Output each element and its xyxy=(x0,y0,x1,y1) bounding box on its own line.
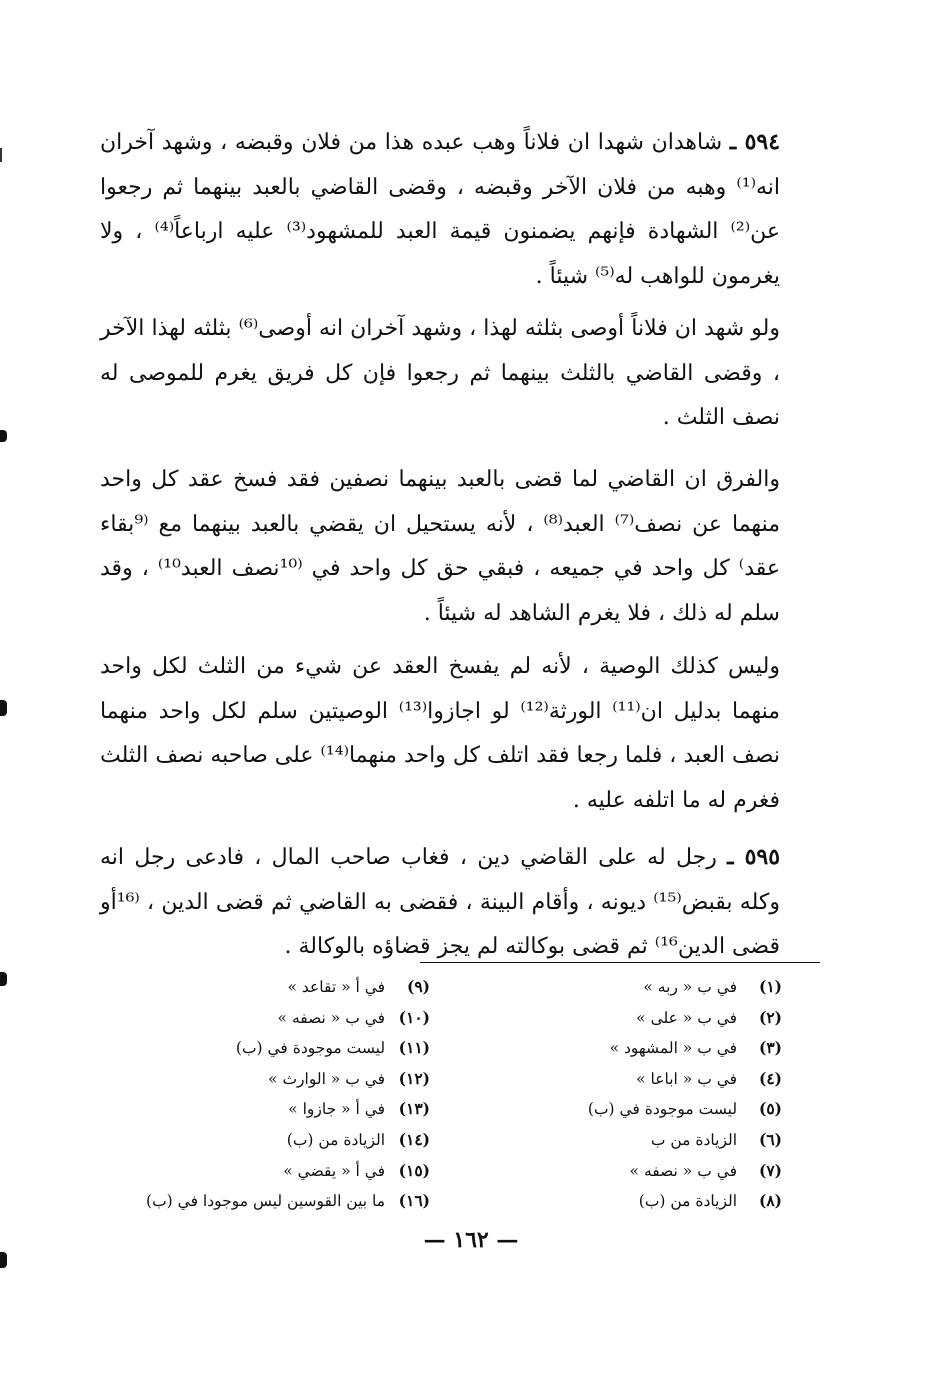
footnote-number: (١٣) xyxy=(398,1099,430,1119)
page-number: — ١٦٢ — xyxy=(423,1227,519,1253)
footnote-text: في ب « اباعا » xyxy=(636,1069,738,1088)
footnote-text: في ب « ربه » xyxy=(643,978,738,996)
footnote xyxy=(520,1125,782,1156)
footnote-number: (٣) xyxy=(758,1038,782,1058)
paragraph-4 xyxy=(100,645,780,823)
footnote xyxy=(520,972,782,1003)
paragraph-594 xyxy=(100,120,780,299)
margin-mark xyxy=(0,1252,7,1268)
footnote xyxy=(520,1186,782,1217)
footnote-number: (١٢) xyxy=(398,1068,430,1088)
footnote xyxy=(520,1156,782,1187)
footnote-text: في أ « تقاعد » xyxy=(287,978,386,996)
paragraph-text: والفرق ان القاضي لما قضى بالعبد بينهما نصفين فقد فسخ عقد كل واحد منهما عن نصف⁽⁷⁾ العبد⁽⁸⁾ ، لأنه يستحيل ان يقضي بالعبد بينهما مع ⁽⁹بقاء عقد⁾ كل واحد في جميعه ، فبقي حق كل واحد في ⁽¹⁰نصف العبد¹⁰⁾ ، وقد سلم له ذلك ، فلا يغرم الشاهد له شيئاً . xyxy=(100,467,780,626)
footnote xyxy=(520,1003,782,1034)
footnote xyxy=(100,1064,430,1095)
footnotes-left-column xyxy=(100,972,430,1217)
paragraph-text: شاهدان شهدا ان فلاناً وهب عبده هذا من فلان وقبضه ، وشهد آخران انه⁽¹⁾ وهبه من فلان الآخر وقبضه ، وقضى القاضي بالعبد بينهما ثم رجعوا عن⁽²⁾ الشهادة فإنهم يضمنون قيمة العبد للمشهود⁽³⁾ عليه ارباعاً⁽⁴⁾ ، ولا يغرمون للواهب له⁽⁵⁾ شيئاً . xyxy=(100,130,781,289)
footnote-number: (١) xyxy=(758,977,782,996)
footnote xyxy=(520,1094,782,1125)
footnote-text: في ب « المشهود » xyxy=(609,1039,738,1058)
footnotes-right-column xyxy=(520,972,782,1217)
footnote-text: في أ « جازوا » xyxy=(288,1100,386,1119)
footnote xyxy=(100,1186,430,1217)
footnote xyxy=(100,1125,430,1156)
footnote-number: (٨) xyxy=(758,1191,782,1211)
paragraph-text: رجل له على القاضي دين ، فغاب صاحب المال ، فادعى رجل انه وكله بقبض⁽¹⁵⁾ ديونه ، وأقام البينة ، فقضى به القاضي ثم قضى الدين ، ⁽¹⁶أو قضى الدين¹⁶⁾ ثم قضى بوكالته لم يجز قضاؤه بالوكالة . xyxy=(100,845,780,959)
paragraph-text: ولو شهد ان فلاناً أوصى بثلثه لهذا ، وشهد آخران انه أوصى⁽⁶⁾ بثلثه لهذا الآخر ، وقضى القاضي بالثلث بينهما ثم رجعوا فإن كل فريق يغرم للموصى له نصف الثلث . xyxy=(100,316,780,430)
footnote-number: (١١) xyxy=(398,1038,430,1058)
footnote-number: (١٤) xyxy=(398,1129,430,1149)
footnote-text: الزيادة من (ب) xyxy=(286,1130,386,1149)
paragraph-3 xyxy=(100,458,780,636)
paragraph-2 xyxy=(100,307,780,441)
footnote-number: (٤) xyxy=(758,1068,782,1088)
footnote xyxy=(100,1156,430,1187)
footnote-text: ليست موجودة في (ب) xyxy=(587,1100,738,1119)
footnote-text: في ب « نصفه » xyxy=(629,1161,738,1180)
footnote-number: (٢) xyxy=(758,1007,782,1027)
margin-mark xyxy=(0,972,7,986)
footnote xyxy=(520,1064,782,1095)
footnote-number: (٥) xyxy=(758,1099,782,1119)
paragraph-595 xyxy=(100,835,780,970)
footnote-number: (١٦) xyxy=(398,1191,430,1211)
paragraph-text: وليس كذلك الوصية ، لأنه لم يفسخ العقد عن شيء من الثلث لكل واحد منهما بدليل ان⁽¹¹⁾ الورثة⁽¹²⁾ لو اجازوا⁽¹³⁾ الوصيتين سلم لكل واحد منهما نصف العبد ، فلما رجعا فقد اتلف كل واحد منهما⁽¹⁴⁾ على صاحبه نصف الثلث فغرم له ما اتلفه عليه . xyxy=(100,654,780,813)
footnote xyxy=(100,1094,430,1125)
footnote-number: (١٠) xyxy=(398,1007,430,1027)
footnote-text: في ب « نصفه » xyxy=(277,1008,386,1027)
footnote-text: ما بين القوسين ليس موجودا في (ب) xyxy=(146,1192,386,1211)
footnote xyxy=(100,1003,430,1034)
margin-mark xyxy=(0,148,2,162)
footnote-text: في ب « الوارث » xyxy=(268,1069,386,1088)
footnote xyxy=(100,972,430,1003)
footnote-text: في أ « يقضي » xyxy=(283,1161,386,1180)
footnote-separator xyxy=(420,962,820,963)
footnote-number: (٧) xyxy=(758,1160,782,1180)
footnote-number: (٦) xyxy=(758,1129,782,1149)
footnote-number: (١٥) xyxy=(398,1160,430,1180)
footnote xyxy=(520,1033,782,1064)
footnote-text: في ب « على » xyxy=(636,1008,738,1027)
issue-number: ٥٩٥ ـ xyxy=(727,844,781,870)
margin-mark xyxy=(0,430,7,442)
margin-mark xyxy=(0,700,7,716)
footnote-text: الزيادة من (ب) xyxy=(638,1192,738,1211)
footnote-text: ليست موجودة في (ب) xyxy=(235,1039,386,1058)
footnote-text: الزيادة من ب xyxy=(650,1130,738,1149)
footnote xyxy=(100,1033,430,1064)
footnote-number: (٩) xyxy=(406,977,430,996)
issue-number: ٥٩٤ ـ xyxy=(729,129,781,155)
